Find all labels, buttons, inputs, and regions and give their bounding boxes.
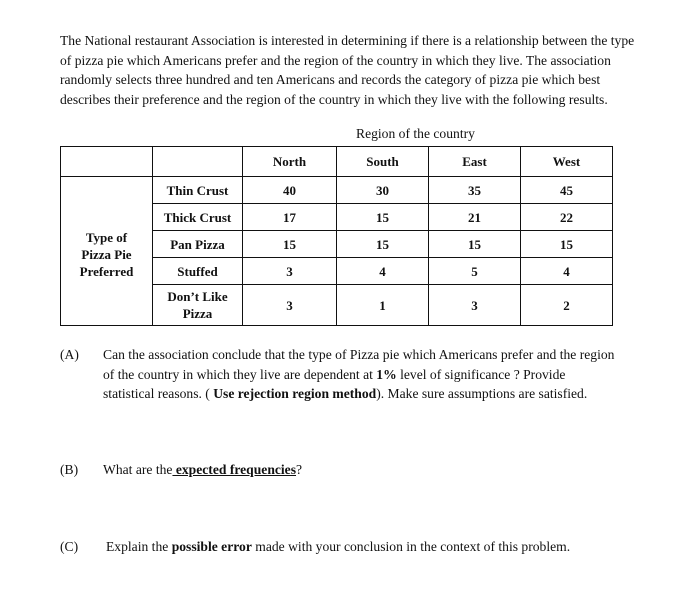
corner-cell [61,147,153,177]
table-cell: 40 [243,177,337,204]
method-note: Use rejection region method [213,386,377,402]
table-cell: 21 [429,204,521,231]
question-b-part: ? [296,462,303,477]
expected-frequencies-term: expected frequencies [172,462,297,477]
column-header: South [337,147,429,177]
row-group-label: Type of Pizza Pie Preferred [79,230,134,279]
column-header: West [521,147,613,177]
question-a-part: Can the association conclude that the type of Pizza pie which Americans prefer and the region of the country in which they live are dependent at [103,347,615,382]
question-b-label: (B) [60,462,79,477]
question-a-text [103,345,617,404]
table-row [61,177,613,204]
question-b-text [103,460,617,480]
column-header: North [243,147,337,177]
table-cell: 1 [337,285,429,326]
table-cell: 15 [521,231,613,258]
table-caption: Region of the country [356,126,475,141]
question-c-label: (C) [60,539,79,554]
row-label [153,285,243,326]
table-cell: 4 [521,258,613,285]
question-a-part: level of significance ? Provide statistical reasons. ( [103,366,566,402]
table-cell: 4 [337,258,429,285]
table-cell: 15 [429,231,521,258]
row-group-cell [61,177,153,326]
table-cell: 15 [337,204,429,231]
question-c-part: Explain the [106,539,172,554]
problem-intro: The National restaurant Association is interested in determining if there is a relationship between the type of pizza pie which Americans prefer and the region of the country in which they live. The association randomly selects three hundred and ten Americans and records the category of pizza pie which best describes their preference and the region of the country in which they live with the following results. [60,33,635,107]
row-label: Pan Pizza [153,231,243,258]
row-label: Thin Crust [153,177,243,204]
table-cell: 2 [521,285,613,326]
row-label: Thick Crust [153,204,243,231]
table-cell: 15 [337,231,429,258]
table-cell: 3 [429,285,521,326]
column-header: East [429,147,521,177]
question-a-label: (A) [60,347,79,362]
row-label: Stuffed [153,258,243,285]
corner-cell [153,147,243,177]
contingency-table [60,146,613,326]
header-row [61,147,613,177]
question-b-part: What are the [103,462,173,477]
question-c-text [106,537,626,557]
table-cell: 3 [243,285,337,326]
question-a-part: ). Make sure assumptions are satisfied. [376,386,588,402]
table-cell: 45 [521,177,613,204]
table-cell: 30 [337,177,429,204]
table-cell: 5 [429,258,521,285]
significance-level: 1% [376,366,397,382]
table-cell: 15 [243,231,337,258]
table-cell: 22 [521,204,613,231]
table-cell: 35 [429,177,521,204]
question-c-part: made with your conclusion in the context of this problem. [251,539,571,554]
row-label-text: Don’t Like Pizza [167,289,228,321]
table-cell: 17 [243,204,337,231]
table-cell: 3 [243,258,337,285]
possible-error-term: possible error [171,539,252,554]
